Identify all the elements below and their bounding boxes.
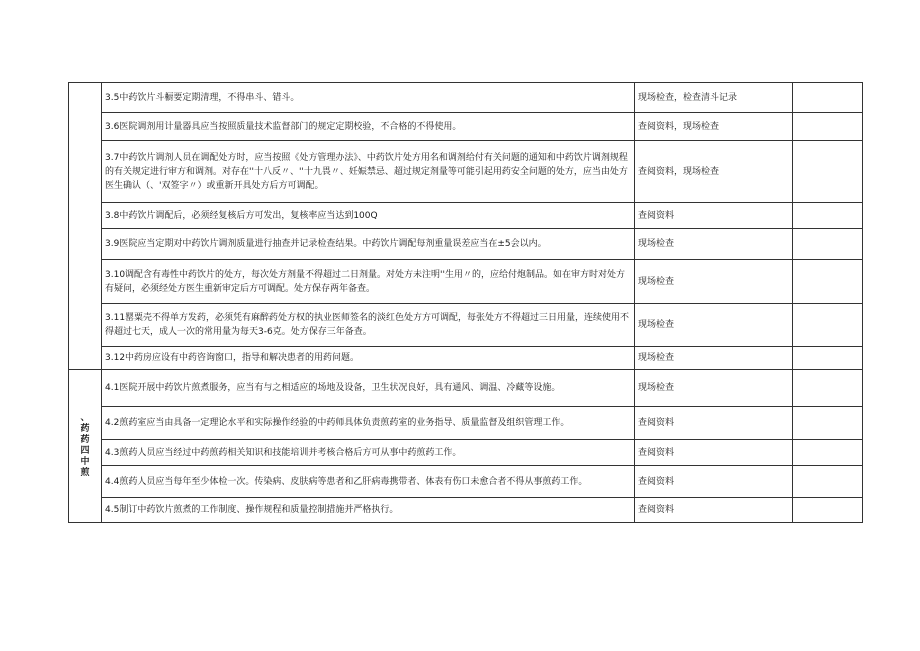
item-text: 3.5中药饮片斗橱要定期清理，不得串斗、错斗。 xyxy=(102,83,635,113)
result-cell xyxy=(793,83,863,113)
item-text: 4.5制订中药饮片煎煮的工作制度、操作规程和质量控制措施并严格执行。 xyxy=(102,498,635,523)
result-cell xyxy=(793,347,863,370)
table-row xyxy=(69,347,863,370)
table-row xyxy=(69,407,863,440)
table-row xyxy=(69,113,863,141)
result-cell xyxy=(793,203,863,229)
check-method: 现场检查 xyxy=(635,304,793,347)
result-cell xyxy=(793,498,863,523)
check-method: 查阅资料 xyxy=(635,466,793,498)
result-cell xyxy=(793,141,863,203)
item-text: 4.1医院开展中药饮片煎煮服务，应当有与之相适应的场地及设备，卫生状况良好，具有通风、调温、冷藏等设施。 xyxy=(102,370,635,407)
check-method: 现场检查 xyxy=(635,260,793,304)
table-row xyxy=(69,498,863,523)
item-text: 3.10调配含有毒性中药饮片的处方，每次处方剂量不得超过二日剂量。对处方未注明''生用〃的，应给付炮制品。如在审方时对处方有疑问，必须经处方医生重新审定后方可调配。处方保存两年备查。 xyxy=(102,260,635,304)
result-cell xyxy=(793,260,863,304)
item-text: 3.8中药饮片调配后，必须经复核后方可发出，复核率应当达到100Q xyxy=(102,203,635,229)
result-cell xyxy=(793,229,863,260)
result-cell xyxy=(793,370,863,407)
category-cell xyxy=(69,83,102,370)
item-text: 4.4煎药人员应当每年至少体检一次。传染病、皮肤病等患者和乙肝病毒携带者、体表有伤口未愈合者不得从事煎药工作。 xyxy=(102,466,635,498)
check-method: 查阅资料 xyxy=(635,440,793,466)
table-row xyxy=(69,203,863,229)
category-label: 、药药四中煎 xyxy=(80,412,90,478)
check-method: 查阅资料，现场检查 xyxy=(635,113,793,141)
result-cell xyxy=(793,113,863,141)
item-text: 3.7中药饮片调剂人员在调配处方时，应当按照《处方管理办法》、中药饮片处方用名和调剂给付有关问题的通知和中药饮片调剂规程的有关规定进行审方和调剂。对存在''十八反〃、''十九畏〃、妊娠禁忌、超过规定剂量等可能引起用药安全问题的处方，应当由处方医生确认（、'双签字〃）或重新开具处方后方可调配。 xyxy=(102,141,635,203)
result-cell xyxy=(793,304,863,347)
item-text: 3.12中药房应设有中药咨询窗口，指导和解决患者的用药问题。 xyxy=(102,347,635,370)
check-method: 查阅资料，现场检查 xyxy=(635,141,793,203)
check-method: 现场检查，检查清斗记录 xyxy=(635,83,793,113)
result-cell xyxy=(793,407,863,440)
item-text: 3.11罂粟壳不得单方发药，必须凭有麻醉药处方权的执业医师签名的淡红色处方方可调配，每张处方不得超过三日用量，连续使用不得超过七天，成人一次的常用量为每天3-6克。处方保存三年备查。 xyxy=(102,304,635,347)
check-method: 查阅资料 xyxy=(635,498,793,523)
table-row xyxy=(69,260,863,304)
table-row xyxy=(69,141,863,203)
check-method: 现场检查 xyxy=(635,229,793,260)
inspection-table xyxy=(68,82,863,523)
table-row xyxy=(69,229,863,260)
item-text: 4.3煎药人员应当经过中药煎药相关知识和技能培训并考核合格后方可从事中药煎药工作。 xyxy=(102,440,635,466)
table-row xyxy=(69,466,863,498)
item-text: 4.2煎药室应当由具备一定理论水平和实际操作经验的中药师具体负责煎药室的业务指导、质量监督及组织管理工作。 xyxy=(102,407,635,440)
category-cell xyxy=(69,370,102,523)
table-row xyxy=(69,304,863,347)
item-text: 3.9医院应当定期对中药饮片调剂质量进行抽查并记录检查结果。中药饮片调配每剂重量误差应当在±5会以内。 xyxy=(102,229,635,260)
check-method: 现场检查 xyxy=(635,347,793,370)
check-method: 查阅资料 xyxy=(635,203,793,229)
item-text: 3.6医院调剂用计量器具应当按照质量技术监督部门的规定定期校验，不合格的不得使用。 xyxy=(102,113,635,141)
check-method: 查阅资料 xyxy=(635,407,793,440)
result-cell xyxy=(793,440,863,466)
result-cell xyxy=(793,466,863,498)
table-row xyxy=(69,440,863,466)
check-method: 现场检查 xyxy=(635,370,793,407)
table-row xyxy=(69,83,863,113)
table-row xyxy=(69,370,863,407)
